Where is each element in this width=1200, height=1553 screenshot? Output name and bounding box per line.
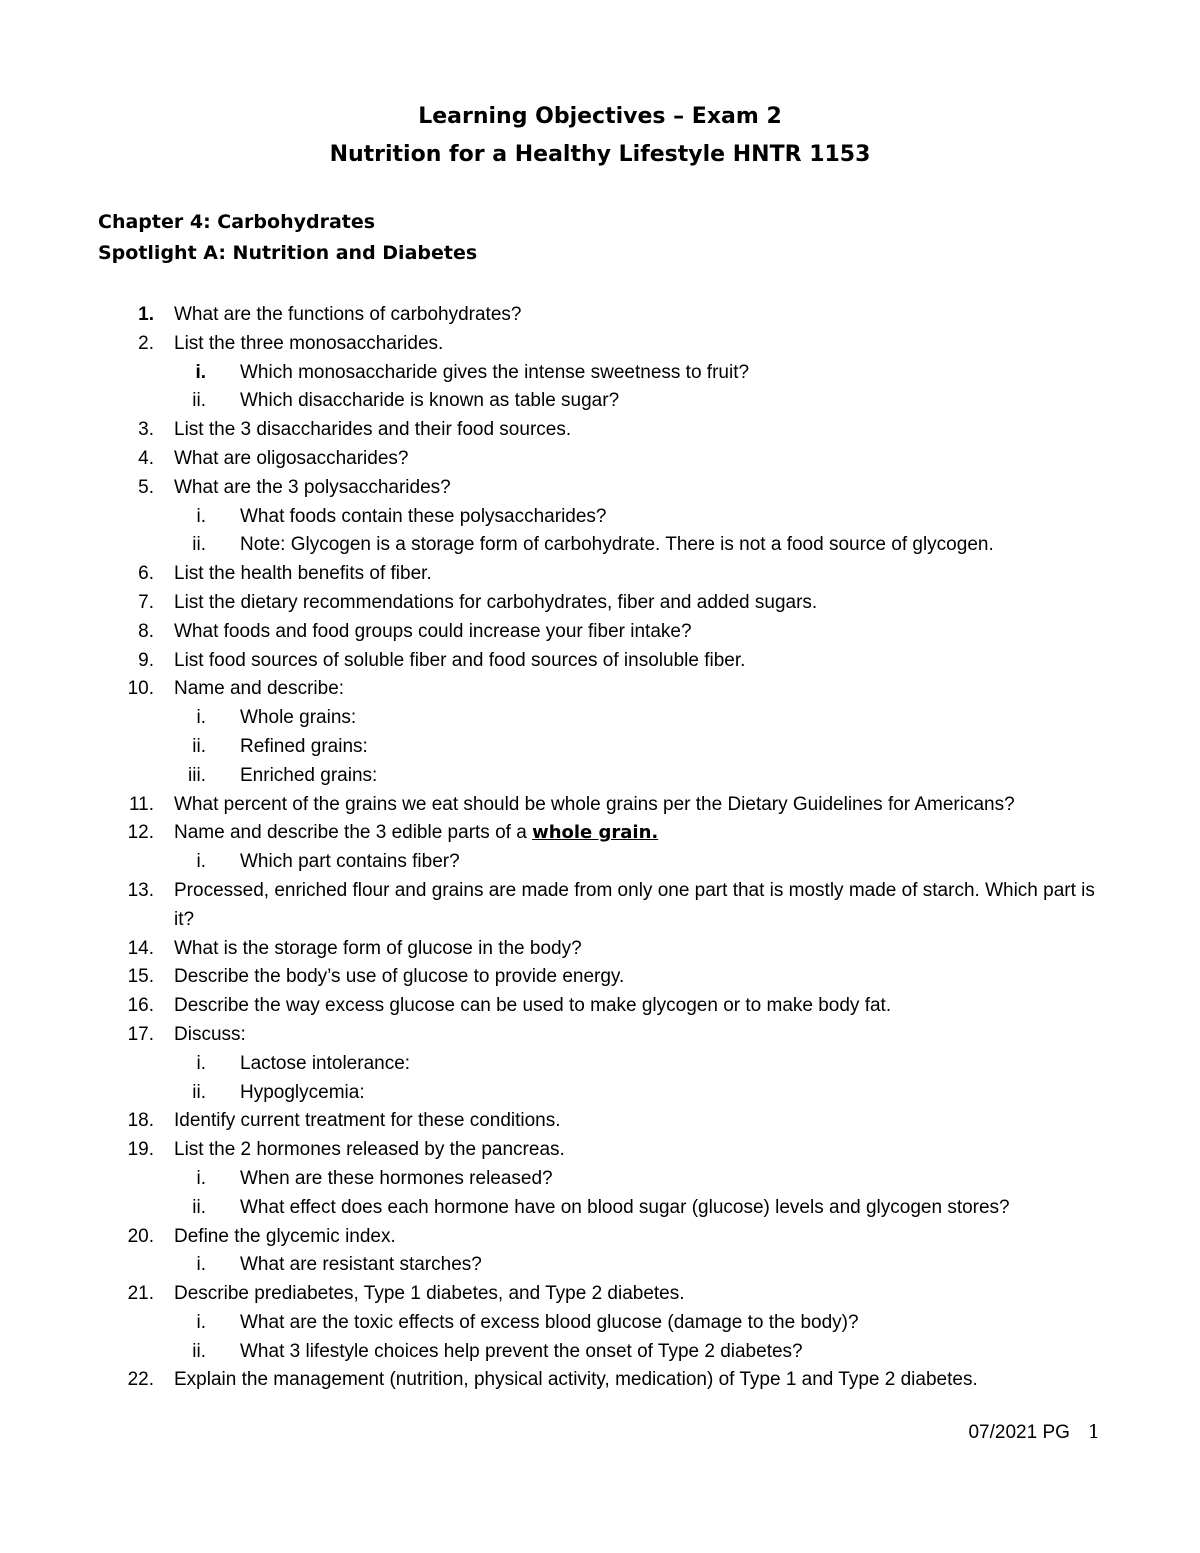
question-text: List the 3 disaccharides and their food sources. [174, 419, 572, 441]
sub-question-item [174, 531, 1110, 560]
sub-question-item [174, 1194, 1110, 1223]
sub-question-item [174, 387, 1110, 416]
sub-question-item [174, 1165, 1110, 1194]
question-text: Discuss: [174, 1023, 246, 1045]
sub-question-list [174, 1251, 1110, 1280]
sub-question-item [174, 1309, 1110, 1338]
question-item [0, 791, 1200, 820]
sub-question-text: Whole grains: [240, 707, 357, 729]
sub-question-number: ii. [192, 1340, 206, 1362]
sub-question-item [174, 762, 1110, 791]
question-text: What is the storage form of glucose in the body? [174, 937, 582, 959]
question-item [0, 1021, 1200, 1107]
question-text: Name and describe the 3 edible parts of a [174, 822, 533, 844]
question-number: 19. [127, 1139, 154, 1161]
question-list [0, 301, 1200, 1395]
question-text: Processed, enriched flour and grains are made from only one part that is mostly made of starch. Which part is it? [174, 879, 1095, 930]
sub-question-item [174, 503, 1110, 532]
question-item [0, 1366, 1200, 1395]
sub-question-number: i. [195, 361, 206, 383]
question-item [0, 301, 1200, 330]
question-item [0, 330, 1200, 416]
question-number: 11. [128, 793, 154, 815]
chapter-heading: Chapter 4: Carbohydrates [98, 211, 376, 233]
question-item [0, 1136, 1200, 1222]
course-title: Nutrition for a Healthy Lifestyle HNTR 1153 [329, 142, 871, 167]
question-number: 17. [127, 1023, 154, 1045]
sub-question-list [174, 704, 1110, 790]
question-text: Name and describe: [174, 678, 345, 700]
sub-question-text: What are resistant starches? [240, 1254, 482, 1276]
question-number: 6. [138, 563, 154, 585]
sub-question-text: Which monosaccharide gives the intense sweetness to fruit? [240, 361, 750, 383]
question-number: 10. [127, 678, 154, 700]
question-number: 18. [127, 1110, 154, 1132]
question-text: What percent of the grains we eat should be whole grains per the Dietary Guidelines for Americans? [174, 793, 1015, 815]
sub-question-number: i. [196, 1311, 206, 1333]
sub-question-list [174, 1165, 1110, 1223]
question-number: 7. [138, 591, 154, 613]
sub-question-list [174, 848, 1110, 877]
question-text: List the dietary recommendations for carbohydrates, fiber and added sugars. [174, 591, 818, 613]
sub-question-item [174, 848, 1110, 877]
sub-question-number: i. [196, 1167, 206, 1189]
sub-question-text: Refined grains: [240, 735, 368, 757]
document-title: Learning Objectives – Exam 2 [418, 104, 782, 129]
question-text: What foods and food groups could increase your fiber intake? [174, 620, 692, 642]
question-item [0, 992, 1200, 1021]
sub-question-item [174, 1050, 1110, 1079]
sub-question-text: What are the toxic effects of excess blood glucose (damage to the body)? [240, 1311, 859, 1333]
sub-question-list [174, 503, 1110, 561]
question-item [0, 1280, 1200, 1366]
spotlight-heading: Spotlight A: Nutrition and Diabetes [98, 242, 478, 264]
question-number: 15. [127, 966, 154, 988]
question-text: Define the glycemic index. [174, 1225, 396, 1247]
sub-question-list [174, 359, 1110, 417]
question-item [0, 618, 1200, 647]
question-number: 21. [127, 1283, 154, 1305]
question-item [0, 935, 1200, 964]
question-text: What are the 3 polysaccharides? [174, 476, 451, 498]
sub-question-text: What 3 lifestyle choices help prevent the onset of Type 2 diabetes? [240, 1340, 803, 1362]
question-text: What are the functions of carbohydrates? [174, 304, 522, 325]
page-number: 1 [1087, 1421, 1100, 1443]
sub-question-item [174, 359, 1110, 388]
question-text: List the 2 hormones released by the pancreas. [174, 1139, 565, 1161]
sub-question-list [174, 1050, 1110, 1108]
question-text: Explain the management (nutrition, physical activity, medication) of Type 1 and Type 2 diabetes. [174, 1369, 978, 1391]
sub-question-number: i. [196, 1254, 206, 1276]
sub-question-number: i. [196, 505, 206, 527]
emphasis-text: whole grain. [532, 822, 659, 844]
question-number: 1. [138, 304, 154, 325]
question-number: 12. [127, 822, 154, 844]
sub-question-text: Lactose intolerance: [240, 1052, 411, 1074]
sub-question-text: What foods contain these polysaccharides? [240, 505, 607, 527]
sub-question-list [174, 1309, 1110, 1367]
question-text: Describe the way excess glucose can be used to make glycogen or to make body fat. [174, 995, 892, 1017]
question-text: List food sources of soluble fiber and food sources of insoluble fiber. [174, 649, 746, 671]
sub-question-text: Hypoglycemia: [240, 1081, 365, 1103]
question-item [0, 819, 1200, 877]
sub-question-text: What effect does each hormone have on blood sugar (glucose) levels and glycogen stores? [240, 1196, 1010, 1218]
sub-question-item [174, 1338, 1110, 1367]
page-footer [968, 1418, 1100, 1447]
question-number: 3. [138, 419, 154, 441]
sub-question-number: ii. [192, 390, 206, 412]
question-number: 14. [127, 937, 154, 959]
sub-question-item [174, 704, 1110, 733]
question-number: 20. [127, 1225, 154, 1247]
sub-question-number: iii. [188, 764, 206, 786]
question-item [0, 560, 1200, 589]
question-item [0, 675, 1200, 790]
question-text: List the three monosaccharides. [174, 332, 444, 354]
question-item [0, 877, 1200, 935]
sub-question-number: ii. [192, 1196, 206, 1218]
sub-question-item [174, 1079, 1110, 1108]
question-number: 16. [127, 995, 154, 1017]
question-text: What are oligosaccharides? [174, 447, 409, 469]
sub-question-text: Note: Glycogen is a storage form of carbohydrate. There is not a food source of glycogen. [240, 534, 994, 556]
sub-question-number: i. [196, 851, 206, 873]
sub-question-item [174, 733, 1110, 762]
question-text: Identify current treatment for these conditions. [174, 1110, 561, 1132]
question-text: List the health benefits of fiber. [174, 563, 432, 585]
sub-question-text: When are these hormones released? [240, 1167, 553, 1189]
question-text: Describe the body’s use of glucose to provide energy. [174, 966, 625, 988]
question-item [0, 1223, 1200, 1281]
question-item [0, 647, 1200, 676]
sub-question-number: ii. [192, 534, 206, 556]
question-number: 8. [138, 620, 154, 642]
question-item [0, 445, 1200, 474]
sub-question-item [174, 1251, 1110, 1280]
footer-date: 07/2021 PG [968, 1422, 1070, 1443]
sub-question-text: Enriched grains: [240, 764, 378, 786]
question-number: 4. [138, 447, 154, 469]
question-number: 2. [138, 332, 154, 354]
question-text: Describe prediabetes, Type 1 diabetes, and Type 2 diabetes. [174, 1283, 685, 1305]
question-item [0, 1107, 1200, 1136]
question-number: 22. [127, 1369, 154, 1391]
question-item [0, 963, 1200, 992]
question-item [0, 416, 1200, 445]
sub-question-number: ii. [192, 1081, 206, 1103]
sub-question-number: i. [196, 707, 206, 729]
question-number: 5. [138, 476, 154, 498]
sub-question-number: i. [196, 1052, 206, 1074]
question-item [0, 474, 1200, 560]
sub-question-number: ii. [192, 735, 206, 757]
sub-question-text: Which disaccharide is known as table sugar? [240, 390, 620, 412]
question-number: 9. [138, 649, 154, 671]
question-number: 13. [127, 879, 154, 901]
sub-question-text: Which part contains fiber? [240, 851, 460, 873]
question-item [0, 589, 1200, 618]
